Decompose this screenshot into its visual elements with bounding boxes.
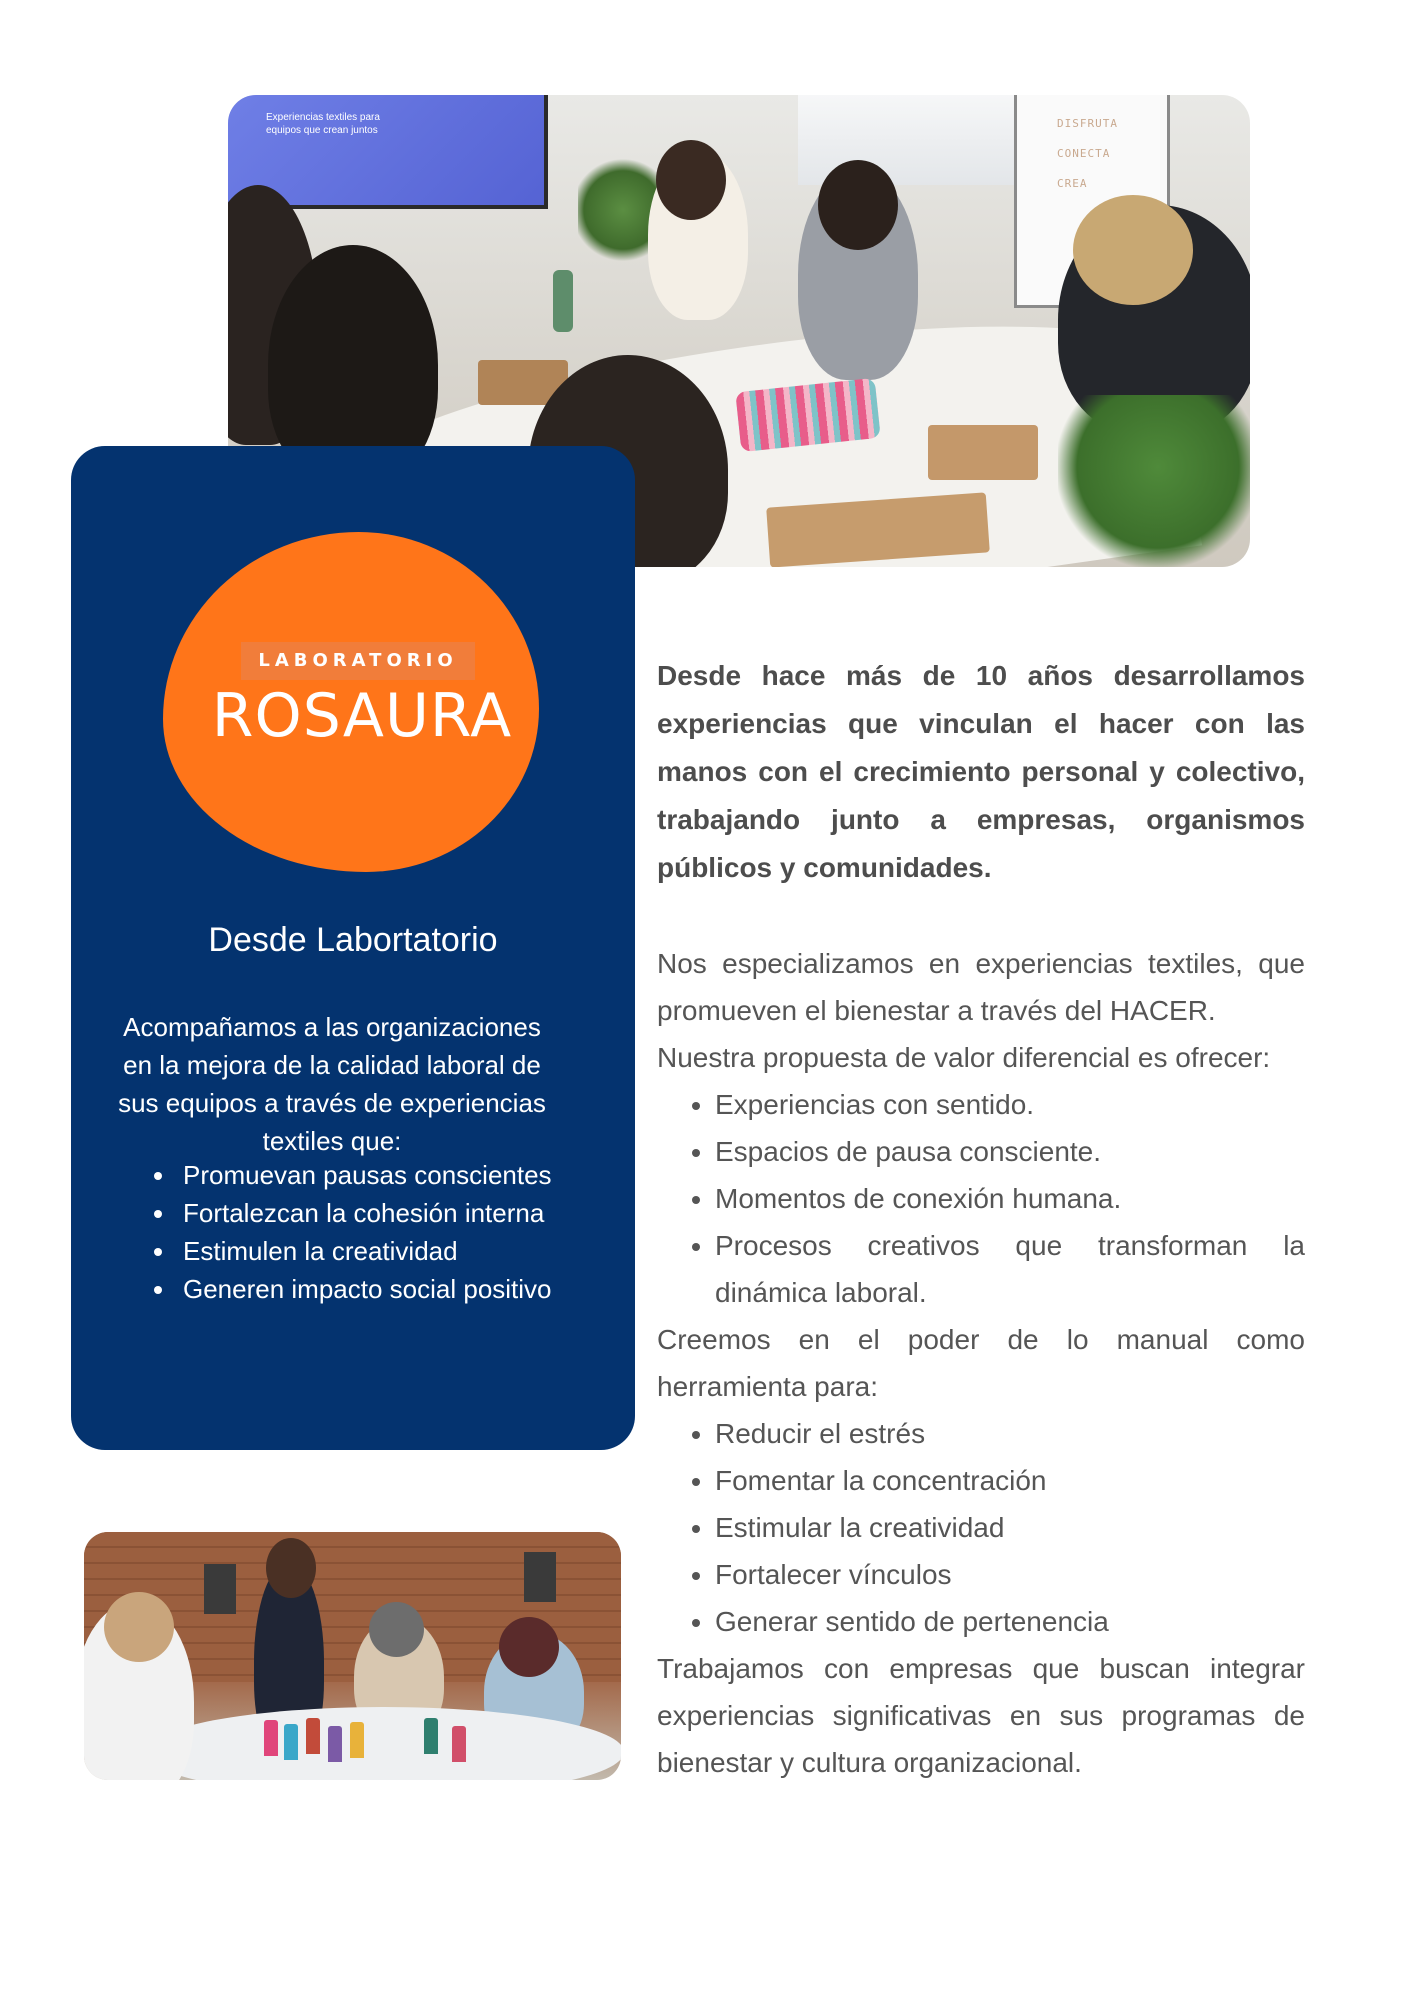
water-bottle	[553, 270, 573, 332]
list-item: • Promuevan pausas conscientes	[177, 1156, 617, 1194]
main-text-column	[657, 652, 1305, 1786]
thread-cone	[264, 1720, 278, 1756]
screen-text: Experiencias textiles para equipos que crean juntos	[266, 112, 380, 136]
wall-lamp	[204, 1564, 236, 1614]
list-item: • Fomentar la concentración	[715, 1457, 1305, 1504]
list-item: • Experiencias con sentido.	[715, 1081, 1305, 1128]
wall-lamp	[524, 1552, 556, 1602]
wooden-box	[928, 425, 1038, 480]
list-item: • Procesos creativos que transforman la dinámica laboral.	[715, 1222, 1305, 1316]
person-head	[818, 160, 898, 250]
thread-cone	[424, 1718, 438, 1754]
person-head	[369, 1602, 424, 1657]
paragraph: Nuestra propuesta de valor diferencial es ofrecer:	[657, 1042, 1271, 1073]
whiteboard-text	[1057, 109, 1137, 199]
board-line: DISFRUTA	[1057, 117, 1118, 130]
list-item: • Fortalezcan la cohesión interna	[177, 1194, 617, 1232]
plant-decoration	[1058, 395, 1250, 567]
list-item: • Espacios de pausa consciente.	[715, 1128, 1305, 1175]
logo-main-text: ROSAURA	[211, 681, 513, 751]
list-item: • Generen impacto social positivo	[177, 1270, 617, 1308]
thread-cone	[452, 1726, 466, 1762]
list-item: • Estimular la creatividad	[715, 1504, 1305, 1551]
person-head	[656, 140, 726, 220]
person-head	[104, 1592, 174, 1662]
logo-small-text: LABORATORIO	[258, 650, 458, 671]
rosaura-logo	[163, 532, 539, 872]
lead-paragraph: Desde hace más de 10 años desarrollamos experiencias que vinculan el hacer con las manos con el crecimiento personal y colectivo, trabajando junto a empresas, organismos públicos y comunidades.	[657, 660, 1305, 883]
person-head	[499, 1617, 559, 1677]
info-card	[71, 446, 635, 1450]
manual-benefits-list	[657, 1410, 1305, 1645]
card-benefits-list	[147, 1156, 617, 1308]
board-line: CREA	[1057, 177, 1088, 190]
thread-cone	[284, 1724, 298, 1760]
list-item: • Momentos de conexión humana.	[715, 1175, 1305, 1222]
list-item: • Reducir el estrés	[715, 1410, 1305, 1457]
value-proposition-list	[657, 1081, 1305, 1316]
list-item: • Estimulen la creatividad	[177, 1232, 617, 1270]
workshop-photo-bottom	[84, 1532, 621, 1780]
list-item: • Fortalecer vínculos	[715, 1551, 1305, 1598]
paragraph: Trabajamos con empresas que buscan integrar experiencias significativas en sus programas de bienestar y cultura organizacional.	[657, 1653, 1305, 1778]
person-head	[266, 1538, 316, 1598]
card-intro: Acompañamos a las organizaciones en la mejora de la calidad laboral de sus equipos a través de experiencias textiles que:	[118, 1012, 546, 1156]
thread-cone	[350, 1722, 364, 1758]
board-line: CONECTA	[1057, 147, 1111, 160]
person-head	[1073, 195, 1193, 305]
thread-cone	[328, 1726, 342, 1762]
list-item: • Generar sentido de pertenencia	[715, 1598, 1305, 1645]
paragraph: Nos especializamos en experiencias textiles, que promueven el bienestar a través del HACER.	[657, 948, 1305, 1026]
paragraph: Creemos en el poder de lo manual como herramienta para:	[657, 1324, 1305, 1402]
thread-cone	[306, 1718, 320, 1754]
card-heading: Desde Labortatorio	[208, 921, 498, 959]
